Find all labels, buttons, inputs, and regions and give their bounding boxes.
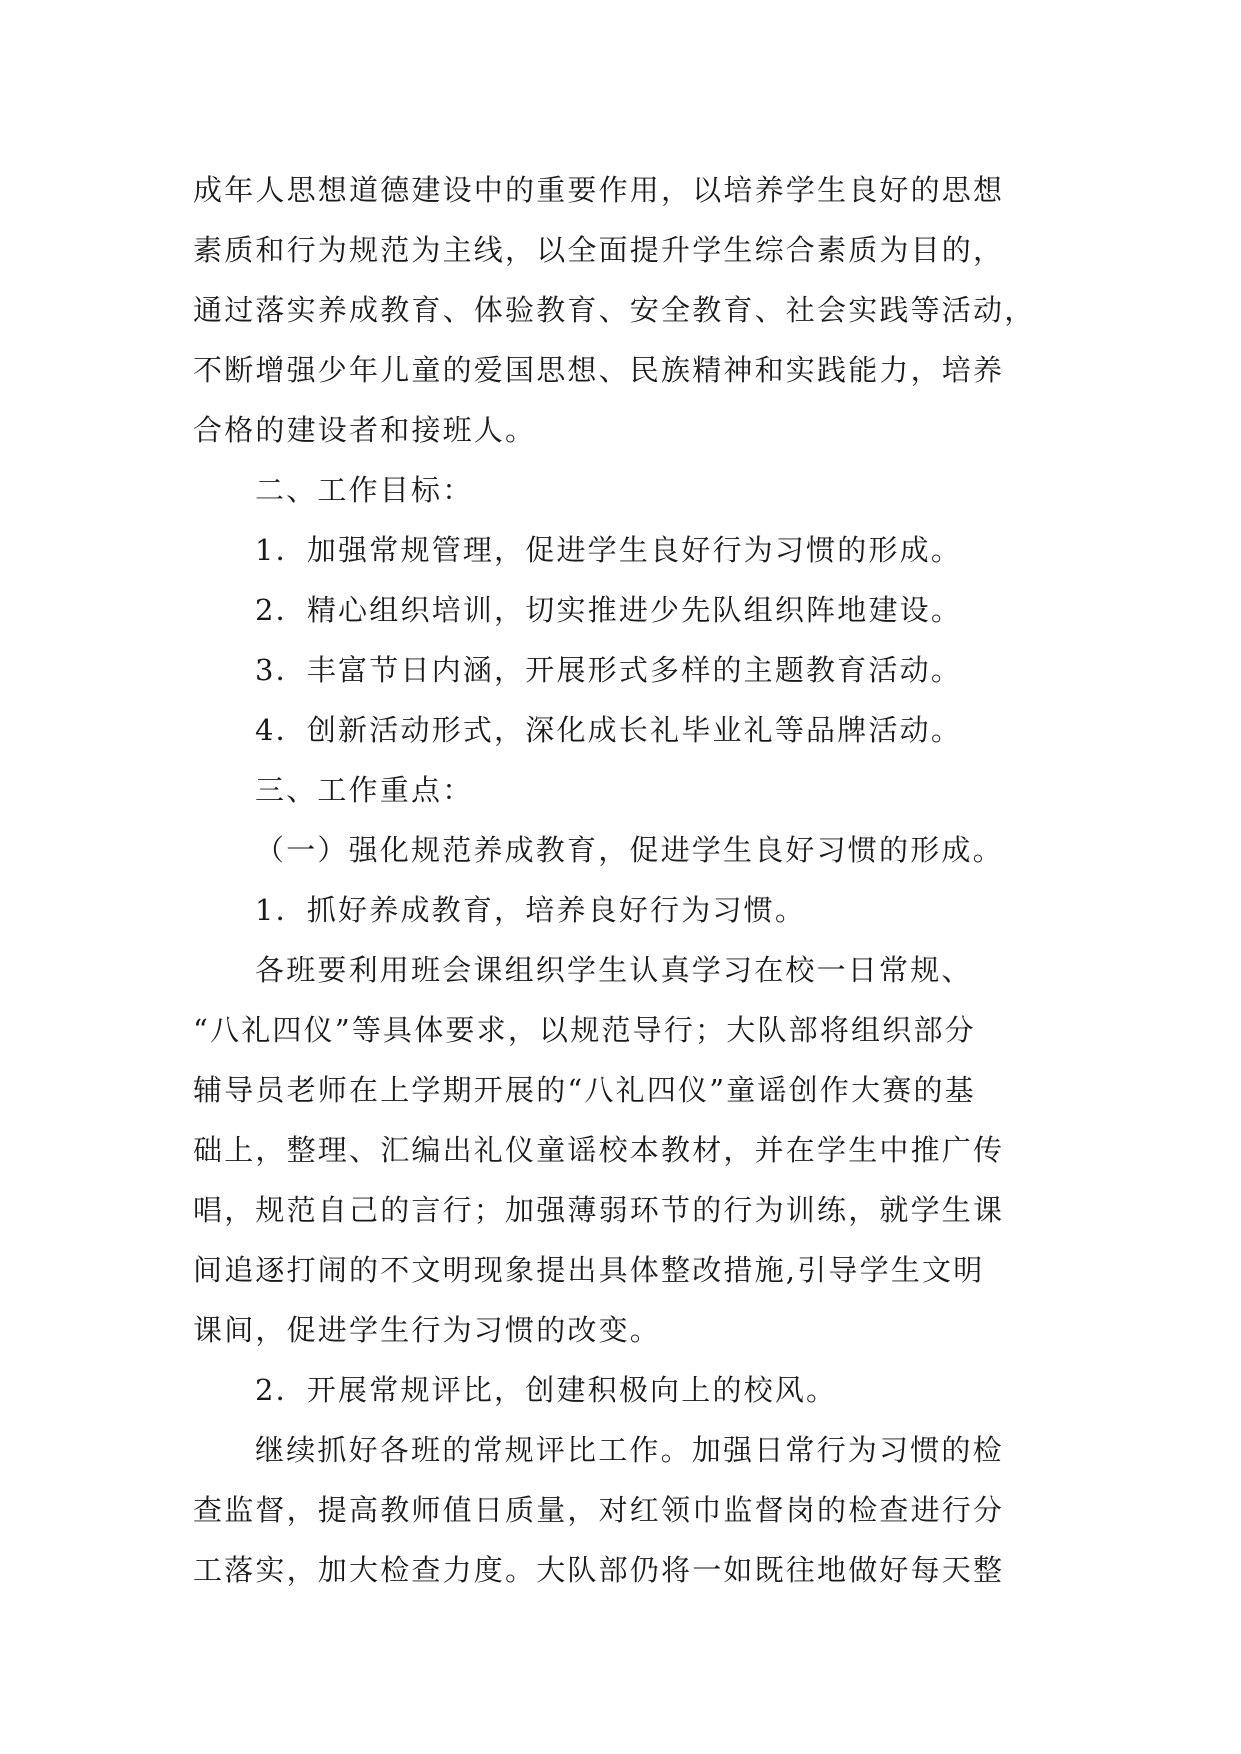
body-line: 不断增强少年儿童的爱国思想、民族精神和实践能力，培养 — [193, 353, 1005, 387]
body-line: 继续抓好各班的常规评比工作。加强日常行为习惯的检 — [255, 1433, 1004, 1467]
subsection-heading: （一）强化规范养成教育，促进学生良好习惯的形成。 — [255, 833, 1004, 867]
body-line: 通过落实养成教育、体验教育、安全教育、社会实践等活动， — [193, 293, 1036, 327]
body-line: 础上，整理、汇编出礼仪童谣校本教材，并在学生中推广传 — [193, 1133, 1005, 1167]
section-heading-focus: 三、工作重点： — [255, 773, 474, 807]
body-line: 合格的建设者和接班人。 — [193, 413, 537, 447]
item-heading: 1．抓好养成教育，培养良好行为习惯。 — [255, 893, 807, 927]
item-heading: 2．开展常规评比，创建积极向上的校风。 — [255, 1373, 838, 1407]
goal-item: 1．加强常规管理，促进学生良好行为习惯的形成。 — [255, 533, 963, 567]
body-line: 唱，规范自己的言行；加强薄弱环节的行为训练，就学生课 — [193, 1193, 1005, 1227]
goal-item: 2．精心组织培训，切实推进少先队组织阵地建设。 — [255, 593, 963, 627]
body-line: 工落实，加大检查力度。大队部仍将一如既往地做好每天整 — [193, 1553, 1005, 1587]
body-line: 辅导员老师在上学期开展的“八礼四仪”童谣创作大赛的基 — [193, 1073, 976, 1107]
body-line: 间追逐打闹的不文明现象提出具体整改措施,引导学生文明 — [193, 1253, 985, 1287]
body-line: 成年人思想道德建设中的重要作用，以培养学生良好的思想 — [193, 173, 1005, 207]
document-body — [193, 160, 1053, 1600]
body-line: 课间，促进学生行为习惯的改变。 — [193, 1313, 662, 1347]
body-line: 各班要利用班会课组织学生认真学习在校一日常规、 — [255, 953, 973, 987]
body-line: 素质和行为规范为主线，以全面提升学生综合素质为目的， — [193, 233, 1005, 267]
goal-item: 3．丰富节日内涵，开展形式多样的主题教育活动。 — [255, 653, 963, 687]
body-line: “八礼四仪”等具体要求，以规范导行；大队部将组织部分 — [193, 1013, 976, 1047]
goal-item: 4．创新活动形式，深化成长礼毕业礼等品牌活动。 — [255, 713, 963, 747]
body-line: 查监督，提高教师值日质量，对红领巾监督岗的检查进行分 — [193, 1493, 1005, 1527]
section-heading-goals: 二、工作目标： — [255, 473, 474, 507]
